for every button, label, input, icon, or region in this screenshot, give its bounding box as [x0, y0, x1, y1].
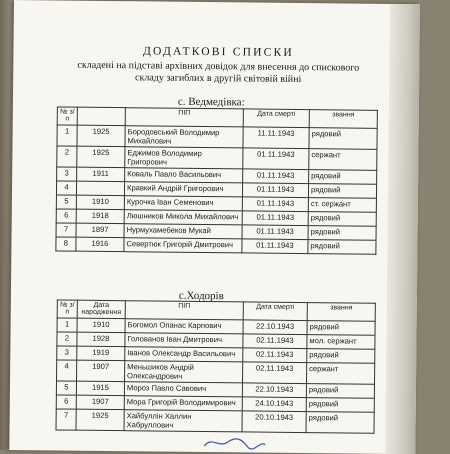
- cell-rank: рядовий: [309, 128, 377, 150]
- header-name: ПІП: [125, 108, 243, 127]
- cell-rank: рядовий: [306, 412, 374, 434]
- cell-num: 6: [56, 395, 76, 409]
- cell-death: 20.10.1943: [242, 411, 306, 433]
- header-num: № з/п: [57, 300, 77, 318]
- document-page: [9, 0, 420, 454]
- cell-name: Мороз Павло Савович: [124, 382, 242, 397]
- cell-birth: 1925: [76, 409, 124, 431]
- cell-birth: 1911: [77, 167, 125, 182]
- header-death: Дата смерті: [243, 302, 307, 321]
- cell-rank: рядовий: [309, 170, 377, 185]
- cell-death: 22.10.1943: [243, 320, 307, 335]
- cell-rank: рядовий: [308, 184, 376, 199]
- cell-birth: 1910: [77, 318, 125, 333]
- cell-num: 2: [57, 146, 77, 167]
- cell-rank: рядовий: [306, 384, 374, 399]
- cell-name: Бородовський Володимир Михайлович: [125, 126, 243, 148]
- document-title: ДОДАТКОВІ СПИСКИ: [142, 45, 294, 59]
- header-death: Дата смерті: [243, 109, 309, 128]
- cell-name: Кравкий Андрій Григорович: [124, 182, 242, 197]
- cell-death: 01.11.1943: [243, 169, 309, 184]
- cell-rank: ст. сержант: [308, 198, 376, 213]
- header-birth: Дата народження: [77, 300, 125, 319]
- cell-num: 8: [56, 237, 76, 251]
- cell-death: 11.11.1943: [243, 127, 309, 149]
- cell-num: 3: [57, 346, 77, 360]
- cell-num: 3: [57, 167, 77, 181]
- cell-death: 01.11.1943: [242, 239, 308, 254]
- cell-rank: сержант: [306, 363, 374, 385]
- cell-death: 01.11.1943: [242, 183, 308, 198]
- cell-name: Мора Григорій Володимирович: [124, 396, 242, 411]
- cell-death: 01.11.1943: [242, 211, 308, 226]
- document-subtitle: [53, 59, 383, 86]
- cell-death: 22.10.1943: [242, 383, 306, 398]
- casualty-table-vedmedivka: [55, 106, 378, 254]
- cell-name: Коваль Павло Васильович: [125, 168, 243, 183]
- cell-num: 5: [56, 195, 76, 209]
- village-heading-khodoriv: с.Ходорів: [178, 289, 224, 303]
- cell-birth: 1925: [77, 146, 125, 168]
- cell-name: Меньшиков Андрій Олександрович: [125, 361, 243, 383]
- header-rank: звання: [309, 110, 377, 129]
- cell-num: 5: [56, 381, 76, 395]
- table-row: [56, 237, 376, 254]
- cell-num: 7: [56, 223, 76, 237]
- cell-birth: 1916: [76, 237, 124, 252]
- header-rank: звання: [307, 303, 375, 322]
- cell-name: Голованов Іван Дмитрович: [125, 333, 243, 348]
- cell-birth: 1918: [76, 209, 124, 224]
- cell-num: 1: [57, 318, 77, 332]
- casualty-table-khodoriv: [55, 299, 375, 433]
- cell-death: 01.11.1943: [242, 197, 308, 212]
- cell-death: 24.10.1943: [242, 397, 306, 412]
- cell-birth: 1925: [77, 125, 125, 147]
- cell-rank: мол. сержант: [307, 335, 375, 350]
- cell-name: Люшников Микола Михайлович: [124, 210, 242, 225]
- cell-birth: 1907: [77, 360, 125, 382]
- cell-num: 4: [56, 181, 76, 195]
- cell-name: Курочка Іван Семенович: [124, 196, 242, 211]
- cell-birth: [76, 181, 124, 196]
- cell-num: 1: [57, 125, 77, 146]
- cell-name: Еджимов Володимир Григорович: [125, 147, 243, 169]
- cell-death: 02.11.1943: [243, 334, 307, 349]
- table-row: [56, 409, 374, 433]
- cell-birth: 1928: [77, 332, 125, 347]
- cell-death: 01.11.1943: [242, 225, 308, 240]
- cell-birth: 1910: [76, 195, 124, 210]
- cell-birth: 1897: [76, 223, 124, 238]
- cell-death: 01.11.1943: [243, 148, 309, 170]
- cell-death: 02.11.1943: [243, 362, 307, 384]
- cell-name: Нурмухамебеков Мукай: [124, 224, 242, 239]
- cell-rank: рядовий: [308, 226, 376, 241]
- cell-rank: рядовий: [306, 398, 374, 413]
- cell-name: Хайбуллін Халлин Хабруллович: [124, 410, 242, 432]
- cell-rank: рядовий: [307, 349, 375, 364]
- cell-rank: рядовий: [307, 321, 375, 336]
- cell-name: Богомол Опанас Карпович: [125, 319, 243, 334]
- cell-num: 2: [57, 332, 77, 346]
- header-birth: [77, 107, 125, 126]
- handwritten-signature-mark: [199, 434, 269, 451]
- cell-name: Севертюк Григорій Дмитрович: [124, 238, 242, 253]
- cell-rank: рядовий: [308, 240, 376, 255]
- header-name: ПІП: [125, 301, 243, 320]
- page-fold-shadow: [385, 4, 420, 454]
- cell-rank: рядовий: [308, 212, 376, 227]
- cell-num: 6: [56, 209, 76, 223]
- village-heading-vedmedivka: с. Ведмедівка:: [177, 95, 245, 109]
- subtitle-line: складені на підставі архівних довідок для внесення до спискового: [77, 59, 360, 74]
- cell-num: 4: [57, 360, 77, 381]
- cell-num: 7: [56, 409, 76, 430]
- cell-name: Іванов Олександр Васильович: [125, 347, 243, 362]
- cell-birth: 1915: [76, 381, 124, 396]
- subtitle-line: складу загиблих в другій світовій війні: [134, 72, 302, 86]
- cell-death: 02.11.1943: [243, 348, 307, 363]
- cell-birth: 1919: [77, 346, 125, 361]
- header-num: № з/п: [57, 107, 77, 125]
- cell-birth: 1907: [76, 395, 124, 410]
- cell-rank: сержант: [309, 149, 377, 171]
